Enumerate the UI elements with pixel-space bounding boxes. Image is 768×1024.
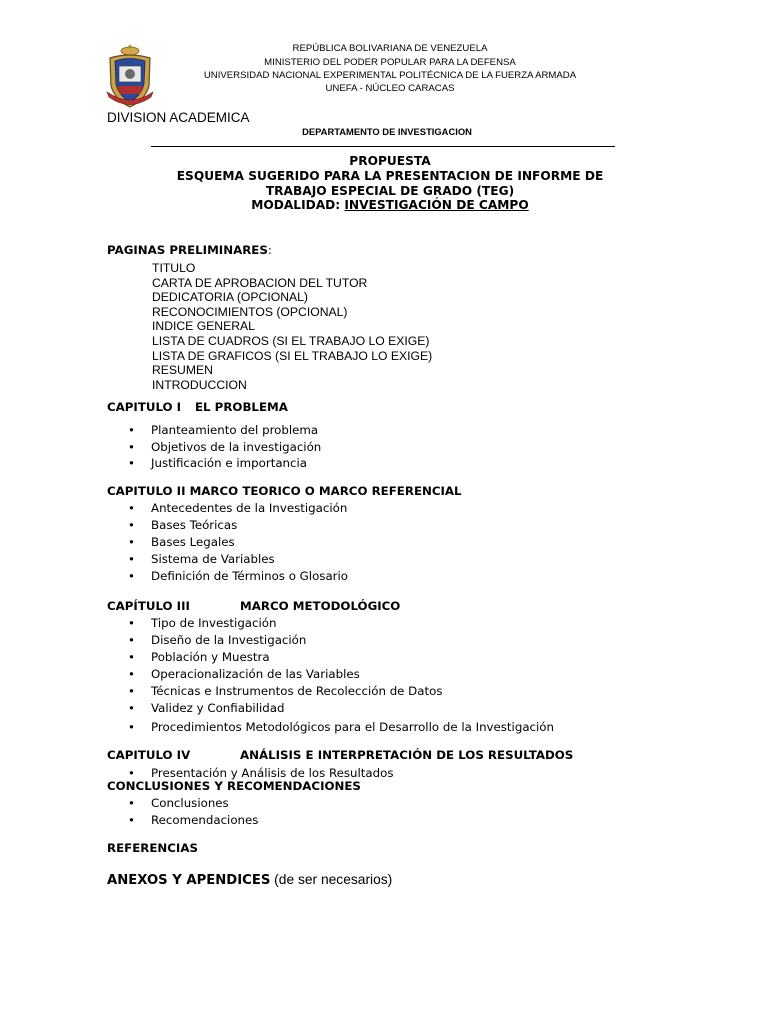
list-item: • Bases Teóricas xyxy=(128,517,348,534)
list-item: • Objetivos de la investigación xyxy=(128,439,321,456)
section-conclusiones-heading: CONCLUSIONES Y RECOMENDACIONES xyxy=(107,779,361,793)
preliminares-list xyxy=(152,261,432,392)
list-item: • Antecedentes de la Investigación xyxy=(128,500,348,517)
title-modalidad xyxy=(140,198,640,213)
conclusiones-list xyxy=(128,795,258,828)
modalidad-label: MODALIDAD: xyxy=(251,198,345,212)
title-propuesta: PROPUESTA xyxy=(349,154,431,168)
list-item: INDICE GENERAL xyxy=(152,319,255,334)
list-item: DEDICATORIA (OPCIONAL) xyxy=(152,290,308,305)
cap3-list xyxy=(128,615,554,736)
cap4-label: CAPITULO IV xyxy=(107,748,191,762)
cap3-title: MARCO METODOLÓGICO xyxy=(240,599,401,613)
anexos-heading: ANEXOS Y APENDICES xyxy=(107,873,271,888)
cap2-list xyxy=(128,500,348,585)
division-label: DIVISION ACADEMICA xyxy=(107,110,250,125)
list-item: • Presentación y Análisis de los Resultados xyxy=(128,765,394,782)
header-line-universidad: UNIVERSIDAD NACIONAL EXPERIMENTAL POLITÉCNICA DE LA FUERZA ARMADA xyxy=(203,70,577,81)
section-cap2-heading: CAPITULO II MARCO TEORICO O MARCO REFERENCIAL xyxy=(107,484,462,498)
title-teg: TRABAJO ESPECIAL DE GRADO (TEG) xyxy=(265,184,515,198)
section-cap3-heading xyxy=(107,599,400,613)
list-item: • Operacionalización de las Variables xyxy=(128,666,554,683)
list-item: CARTA DE APROBACION DEL TUTOR xyxy=(152,275,368,290)
section-preliminares-heading xyxy=(107,243,272,257)
list-item: LISTA DE GRAFICOS (SI EL TRABAJO LO EXIGE) xyxy=(152,348,433,363)
cap4-title: ANÁLISIS E INTERPRETACIÓN DE LOS RESULTADOS xyxy=(240,748,574,762)
cap1-title: EL PROBLEMA xyxy=(195,400,288,414)
list-item: • Procedimientos Metodológicos para el Desarrollo de la Investigación xyxy=(128,719,554,736)
list-item: • Recomendaciones xyxy=(128,812,258,829)
list-item: LISTA DE CUADROS (SI EL TRABAJO LO EXIGE) xyxy=(152,333,430,348)
list-item: • Población y Muestra xyxy=(128,649,554,666)
preliminares-heading-text: PAGINAS PRELIMINARES xyxy=(107,243,268,257)
cap3-label: CAPÍTULO III xyxy=(107,599,190,613)
list-item: • Sistema de Variables xyxy=(128,551,348,568)
header-line-republica: REPÚBLICA BOLIVARIANA DE VENEZUELA xyxy=(292,43,488,54)
cap1-list xyxy=(128,422,321,472)
preliminares-colon: : xyxy=(267,243,272,257)
header-divider xyxy=(151,146,615,147)
list-item: • Definición de Términos o Glosario xyxy=(128,568,348,585)
list-item: • Justificación e importancia xyxy=(128,455,321,472)
anexos-note: (de ser necesarios) xyxy=(270,872,393,887)
list-item: • Bases Legales xyxy=(128,534,348,551)
list-item: RESUMEN xyxy=(152,363,213,378)
title-esquema: ESQUEMA SUGERIDO PARA LA PRESENTACION DE INFORME DE xyxy=(176,169,604,183)
department-label: DEPARTAMENTO DE INVESTIGACION xyxy=(302,126,472,137)
header-line-ministerio: MINISTERIO DEL PODER POPULAR PARA LA DEFENSA xyxy=(264,57,516,68)
list-item: • Diseño de la Investigación xyxy=(128,632,554,649)
list-item: • Planteamiento del problema xyxy=(128,422,321,439)
list-item: • Tipo de Investigación xyxy=(128,615,554,632)
list-item: • Técnicas e Instrumentos de Recolección de Datos xyxy=(128,683,554,700)
list-item: RECONOCIMIENTOS (OPCIONAL) xyxy=(152,304,348,319)
cap1-label: CAPITULO I xyxy=(107,400,182,414)
section-referencias-heading: REFERENCIAS xyxy=(107,841,198,855)
modalidad-value: INVESTIGACIÓN DE CAMPO xyxy=(344,198,529,212)
list-item: • Conclusiones xyxy=(128,795,258,812)
list-item: • Validez y Confiabilidad xyxy=(128,700,554,717)
list-item: INTRODUCCION xyxy=(152,377,247,392)
section-cap1-heading xyxy=(107,400,288,414)
section-cap4-heading xyxy=(107,748,573,762)
header-line-nucleo: UNEFA - NÚCLEO CARACAS xyxy=(325,83,455,94)
list-item: TITULO xyxy=(152,261,196,275)
section-anexos xyxy=(107,872,392,888)
